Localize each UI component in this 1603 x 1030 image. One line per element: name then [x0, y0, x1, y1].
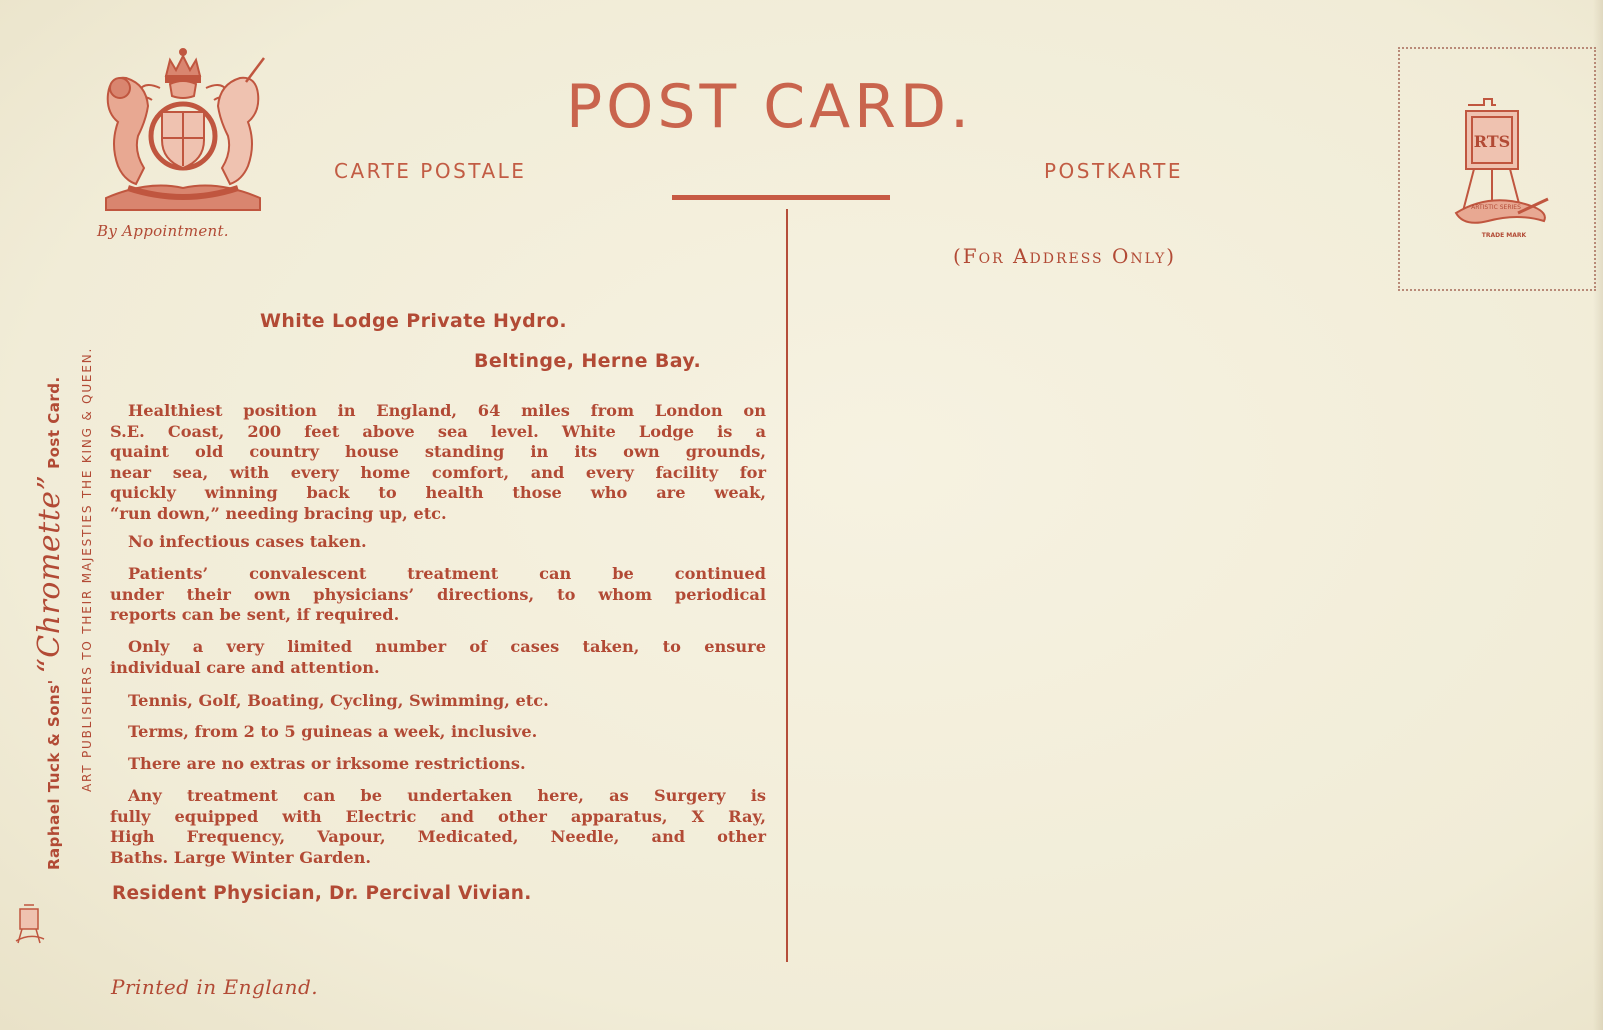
subtitle-german: POSTKARTE	[1044, 159, 1183, 183]
text-line: under their own physicians’ directions, to whom periodical	[110, 584, 766, 604]
art-publishers-text: ART PUBLISHERS TO THEIR MAJESTIES THE KING & QUEEN.	[80, 346, 94, 792]
royal-coat-of-arms-icon	[88, 48, 278, 218]
paragraph-convalescent	[110, 564, 766, 626]
paragraph-extras: There are no extras or irksome restrictions.	[128, 754, 526, 773]
easel-trademark-icon	[1448, 95, 1558, 245]
text-line: High Frequency, Vapour, Medicated, Needle, and other	[110, 827, 766, 846]
text-line: Patients’ convalescent treatment can be continued	[128, 564, 766, 583]
text-line: “run down,” needing bracing up, etc.	[110, 503, 447, 523]
text-line: Only a very limited number of cases taken, to ensure	[128, 637, 766, 656]
stamp-series-text: ARTISTIC SERIES	[1471, 204, 1521, 211]
text-line: Baths. Large Winter Garden.	[110, 847, 372, 867]
paragraph-terms: Terms, from 2 to 5 guineas a week, inclusive.	[128, 722, 538, 741]
paragraph-description	[110, 401, 766, 524]
paragraph-infectious: No infectious cases taken.	[128, 532, 367, 551]
printed-in-label: Printed in England.	[111, 975, 319, 999]
page-title: POST CARD.	[566, 72, 974, 142]
text-line: Healthiest position in England, 64 miles from London on	[128, 401, 766, 420]
subtitle-french: CARTE POSTALE	[334, 159, 527, 183]
text-line: quickly winning back to health those who are weak,	[110, 483, 766, 502]
by-appointment-label: By Appointment.	[97, 222, 229, 240]
text-line: individual care and attention.	[110, 657, 380, 677]
hotel-name-heading: White Lodge Private Hydro.	[260, 310, 567, 332]
address-only-label: (For Address Only)	[953, 244, 1177, 268]
post-card-label: Post Card.	[45, 376, 63, 469]
text-line: near sea, with every home comfort, and every facility for	[110, 462, 766, 482]
physician-signature: Resident Physician, Dr. Percival Vivian.	[112, 883, 532, 904]
text-line: S.E. Coast, 200 feet above sea level. White Lodge is a	[110, 421, 766, 441]
text-line: quaint old country house standing in its own grounds,	[110, 442, 766, 461]
paragraph-treatment	[110, 786, 766, 868]
header-divider	[672, 195, 890, 200]
text-line: fully equipped with Electric and other apparatus, X Ray,	[110, 806, 766, 826]
hotel-location-heading: Beltinge, Herne Bay.	[474, 350, 702, 372]
paragraph-sports: Tennis, Golf, Boating, Cycling, Swimming, etc.	[128, 691, 549, 710]
publisher-side-text	[32, 376, 67, 870]
text-line: Any treatment can be undertaken here, as Surgery is	[128, 786, 766, 805]
text-line: reports can be sent, if required.	[110, 605, 400, 624]
edge-shadow	[1593, 0, 1603, 1030]
stamp-trade-mark: TRADE MARK	[1481, 232, 1527, 239]
publisher-name: Raphael Tuck & Sons'	[45, 679, 63, 870]
small-easel-icon	[14, 903, 46, 949]
chromette-brand: “Chromette”	[32, 474, 67, 674]
stamp-logo-text: RTS	[1473, 132, 1511, 151]
center-divider	[786, 209, 788, 962]
paragraph-limited	[110, 637, 766, 678]
